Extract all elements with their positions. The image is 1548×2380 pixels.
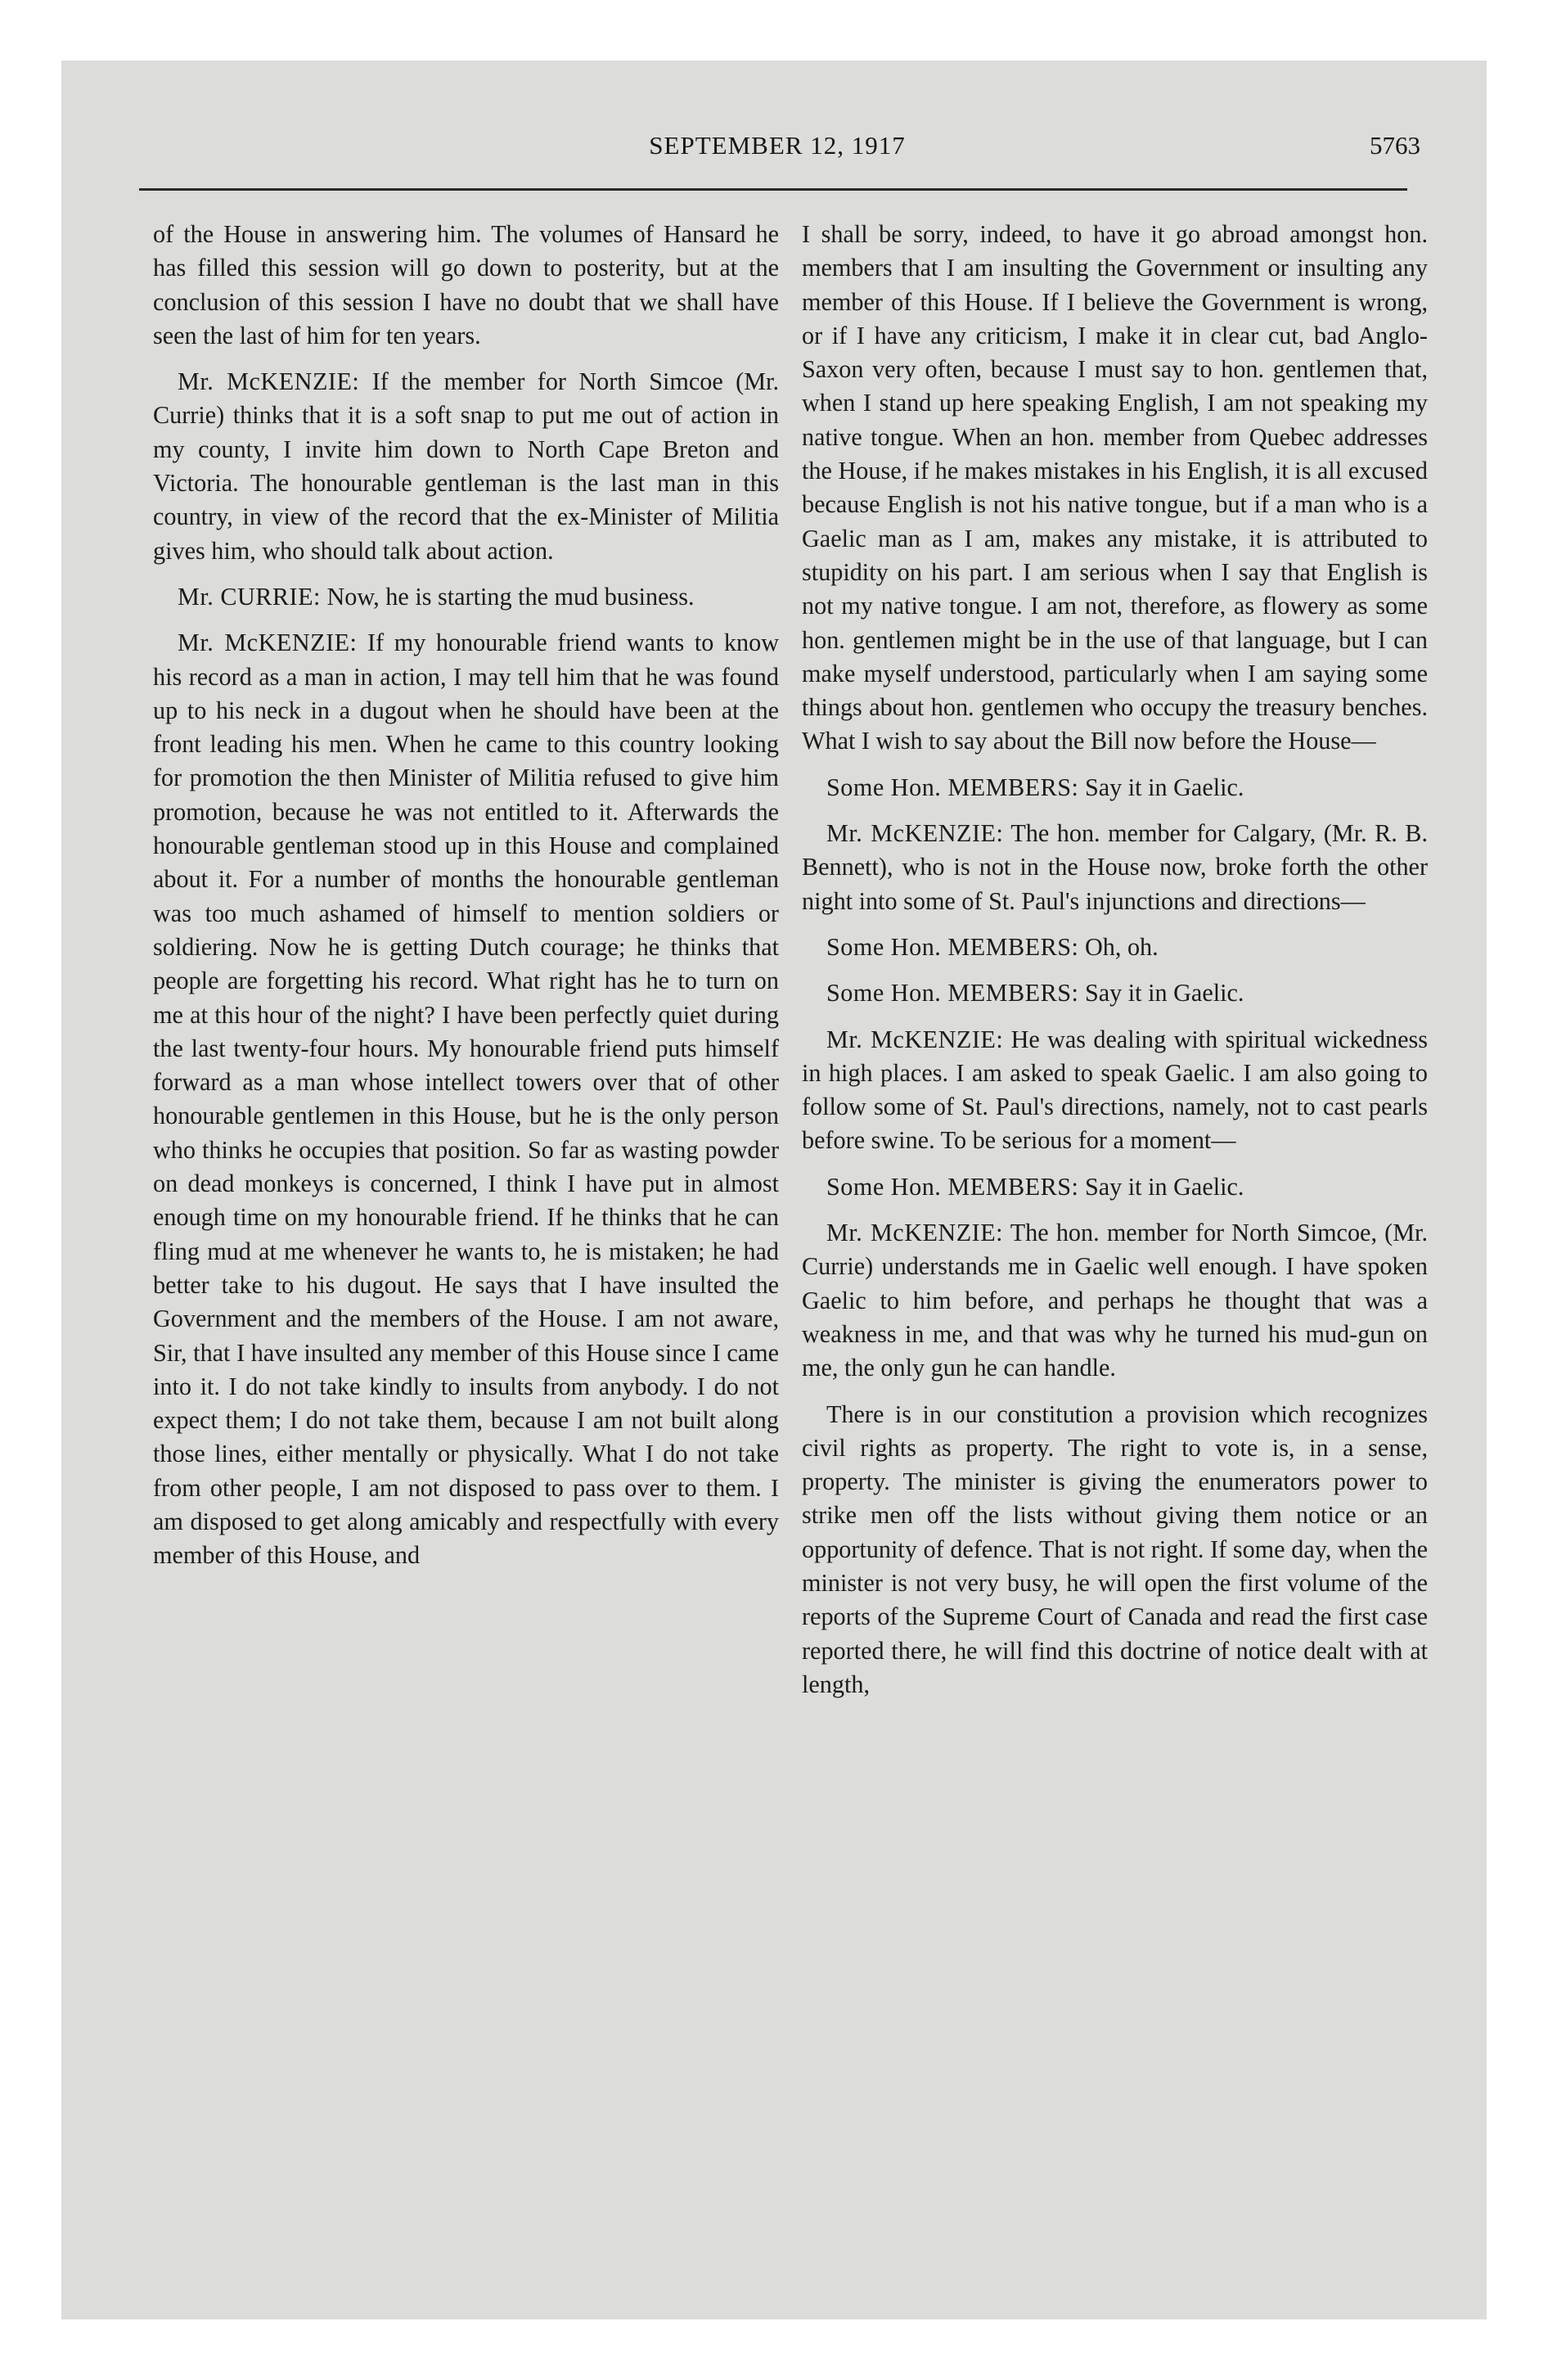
speech-text: The hon. member for North Simcoe, (Mr. Currie) understands me in Gaelic well enough. I have spoken Gaelic to him before, and perhaps he thought that was a weakness in me, and that was why he turned his mud-gun on me, the only gun he can handle. bbox=[802, 1219, 1428, 1382]
speaker-name: Mr. McKENZIE: bbox=[178, 367, 360, 396]
right-column bbox=[802, 218, 1428, 2288]
speaker-name: Mr. McKENZIE: bbox=[826, 1025, 1004, 1053]
paragraph: I shall be sorry, indeed, to have it go abroad amongst hon. members that I am insulting the Government or insulting any member of this House. If I believe the Government is wrong, or if I have any criticism, I make it in clear cut, bad Anglo-Saxon very often, because I must say to hon. gentlemen that, when I stand up here speaking English, I am not speaking my native tongue. When an hon. member from Quebec addresses the House, if he makes mistakes in his English, it is all excused because English is not his native tongue, but if a man who is a Gaelic man as I am, makes any mistake, it is attributed to stupidity on his part. I am serious when I say that English is not my native tongue. I am not, therefore, as flowery as some hon. gentlemen might be in the use of that language, but I can make myself understood, particularly when I am saying some things about hon. gentlemen who occupy the treasury benches. What I wish to say about the Bill now before the House— bbox=[802, 220, 1428, 755]
speaker-name: Some Hon. MEMBERS: bbox=[826, 773, 1079, 801]
speaker-name: Mr. CURRIE: bbox=[178, 582, 321, 611]
page-header bbox=[123, 131, 1432, 172]
speaker-name: Some Hon. MEMBERS: bbox=[826, 979, 1079, 1007]
speech-text: If my honourable friend wants to know his record as a man in action, I may tell him that he was found up to his neck in a dugout when he should have been at the front leading his men. When he came to this country looking for promotion the then Minister of Militia refused to give him promotion, because he was not entitled to it. Afterwards the honourable gentleman stood up in this House and complained about it. For a number of months the honourable gentleman was too much ashamed of himself to mention soldiers or soldiering. Now he is getting Dutch courage; he thinks that people are forgetting his record. What right has he to turn on me at this hour of the night? I have been perfectly quiet during the last twenty-four hours. My honourable friend puts himself forward as a man whose intellect towers over that of other honourable gentlemen in this House, but he is the only person who thinks he occupies that position. So far as wasting powder on dead monkeys is concerned, I think I have put in almost enough time on my honourable friend. If he thinks that he can fling mud at me whenever he wants to, he is mistaken; he had better take to his dugout. He says that I have insulted the Government and the members of the House. I am not aware, Sir, that I have insulted any member of this House since I came into it. I do not take kindly to insults from anybody. I do not expect them; I do not take them, because I am not built along those lines, either mentally or physically. What I do not take from other people, I am not disposed to pass over to them. I am disposed to get along amicably and respectfully with every member of this House, and bbox=[153, 629, 779, 1570]
speech-text: Say it in Gaelic. bbox=[1084, 1172, 1244, 1201]
speech-paragraph bbox=[802, 976, 1428, 1010]
speech-text: The hon. member for Calgary, (Mr. R. B. Bennett), who is not in the House now, broke forth the other night into some of St. Paul's injunctions and directions— bbox=[802, 819, 1428, 915]
speech-text: Oh, oh. bbox=[1084, 932, 1159, 961]
paragraph: There is in our constitution a provision which recognizes civil rights as property. The right to vote is, in a sense, property. The minister is giving the enumerators power to strike men off the lists without giving them notice or an opportunity of defence. That is not right. If some day, when the minister is not very busy, he will open the first volume of the reports of the Supreme Court of Canada and read the first case reported there, he will find this doctrine of notice dealt with at length, bbox=[802, 1400, 1428, 1698]
speech-text: He was dealing with spiritual wickedness in high places. I am asked to speak Gaelic. I am also going to follow some of St. Paul's directions, namely, not to cast pearls before swine. To be serious for a moment— bbox=[802, 1025, 1428, 1155]
speech-paragraph bbox=[802, 771, 1428, 805]
speaker-name: Mr. McKENZIE: bbox=[826, 1219, 1004, 1247]
paragraph: of the House in answering him. The volumes of Hansard he has filled this session will go down to posterity, but at the conclusion of this session I have no doubt that we shall have seen the last of him for ten years. bbox=[153, 220, 779, 349]
speech-paragraph bbox=[153, 626, 779, 1572]
speaker-name: Mr. McKENZIE: bbox=[826, 819, 1004, 848]
speech-text: Say it in Gaelic. bbox=[1084, 979, 1244, 1007]
speech-text: Say it in Gaelic. bbox=[1084, 773, 1244, 801]
page-number: 5763 bbox=[1370, 131, 1420, 160]
speech-paragraph bbox=[802, 931, 1428, 964]
speaker-name: Some Hon. MEMBERS: bbox=[826, 1172, 1079, 1201]
speech-paragraph bbox=[802, 1216, 1428, 1385]
header-date: SEPTEMBER 12, 1917 bbox=[649, 131, 906, 160]
speech-text: Now, he is starting the mud business. bbox=[326, 582, 695, 611]
speaker-name: Some Hon. MEMBERS: bbox=[826, 932, 1079, 961]
speech-paragraph bbox=[802, 1023, 1428, 1158]
speech-paragraph bbox=[153, 365, 779, 568]
header-rule bbox=[139, 188, 1407, 191]
left-column bbox=[153, 218, 779, 2288]
speech-paragraph bbox=[802, 1170, 1428, 1204]
speaker-name: Mr. McKENZIE: bbox=[178, 629, 358, 657]
speech-paragraph bbox=[802, 817, 1428, 918]
speech-paragraph bbox=[153, 580, 779, 614]
speech-text: If the member for North Simcoe (Mr. Currie) thinks that it is a soft snap to put me out of action in my county, I invite him down to North Cape Breton and Victoria. The honourable gentleman is the last man in this country, in view of the record that the ex-Minister of Militia gives him, who should talk about action. bbox=[153, 367, 779, 565]
